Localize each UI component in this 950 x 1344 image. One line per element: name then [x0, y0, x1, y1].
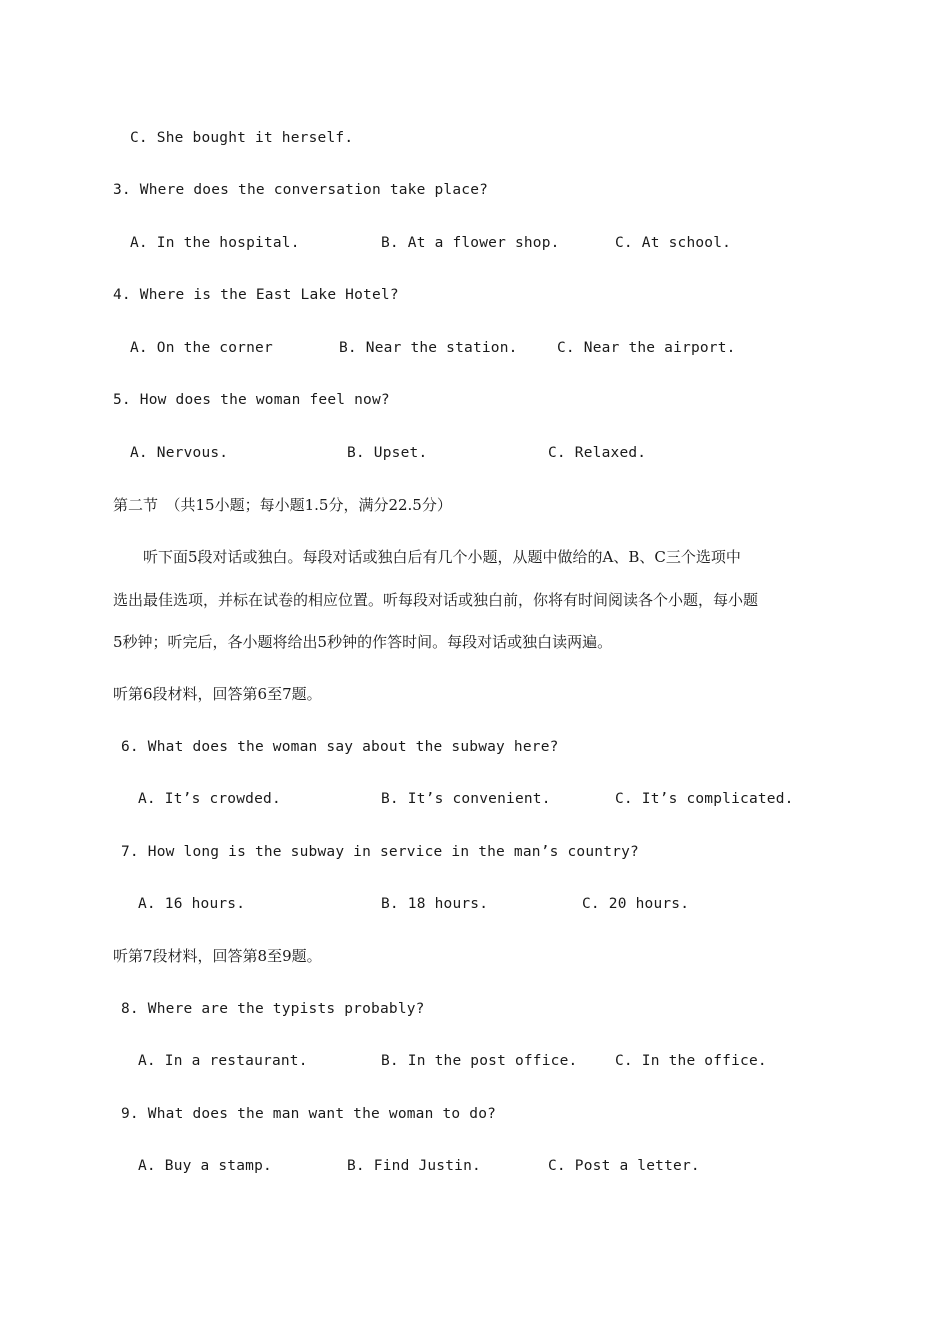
q8-option-a: A. In a restaurant. [138, 1053, 308, 1069]
passage6-heading: 听第6段材料，回答第6至7题。 [113, 685, 322, 703]
q3-option-a: A. In the hospital. [130, 235, 300, 251]
q6-option-a: A. It’s crowded. [138, 791, 281, 807]
q8-option-b: B. In the post office. [381, 1053, 578, 1069]
q4-option-b: B. Near the station. [339, 340, 518, 356]
q3-option-c: C. At school. [615, 235, 732, 251]
q9-question: 9. What does the man want the woman to do? [121, 1106, 497, 1122]
section2-instructions-line3: 5秒钟；听完后，各小题将给出5秒钟的作答时间。每段对话或独白读两遍。 [113, 633, 613, 651]
q8-question: 8. Where are the typists probably? [121, 1001, 425, 1017]
q7-option-c: C. 20 hours. [582, 896, 690, 912]
q3-question: 3. Where does the conversation take place? [113, 182, 489, 198]
q5-question: 5. How does the woman feel now? [113, 392, 390, 408]
q8-option-c: C. In the office. [615, 1053, 767, 1069]
q9-option-b: B. Find Justin. [347, 1158, 481, 1174]
q9-option-c: C. Post a letter. [548, 1158, 700, 1174]
q2-option-c: C. She bought it herself. [130, 130, 354, 146]
q6-option-b: B. It’s convenient. [381, 791, 551, 807]
q4-question: 4. Where is the East Lake Hotel? [113, 287, 399, 303]
q4-option-c: C. Near the airport. [557, 340, 736, 356]
q6-option-c: C. It’s complicated. [615, 791, 794, 807]
q7-question: 7. How long is the subway in service in the man’s country? [121, 844, 639, 860]
q5-option-a: A. Nervous. [130, 445, 229, 461]
q5-option-c: C. Relaxed. [548, 445, 647, 461]
passage7-heading: 听第7段材料，回答第8至9题。 [113, 947, 322, 965]
q5-option-b: B. Upset. [347, 445, 428, 461]
q7-option-a: A. 16 hours. [138, 896, 246, 912]
q3-option-b: B. At a flower shop. [381, 235, 560, 251]
section2-instructions-line1: 听下面5段对话或独白。每段对话或独白后有几个小题，从题中做给的A、B、C三个选项中 [113, 548, 741, 566]
section2-heading: 第二节 （共15小题；每小题1.5分，满分22.5分） [113, 496, 452, 514]
q7-option-b: B. 18 hours. [381, 896, 489, 912]
q4-option-a: A. On the corner [130, 340, 273, 356]
q6-question: 6. What does the woman say about the subway here? [121, 739, 559, 755]
q9-option-a: A. Buy a stamp. [138, 1158, 272, 1174]
section2-instructions-line2: 选出最佳选项，并标在试卷的相应位置。听每段对话或独白前，你将有时间阅读各个小题，每小题 [113, 591, 759, 609]
